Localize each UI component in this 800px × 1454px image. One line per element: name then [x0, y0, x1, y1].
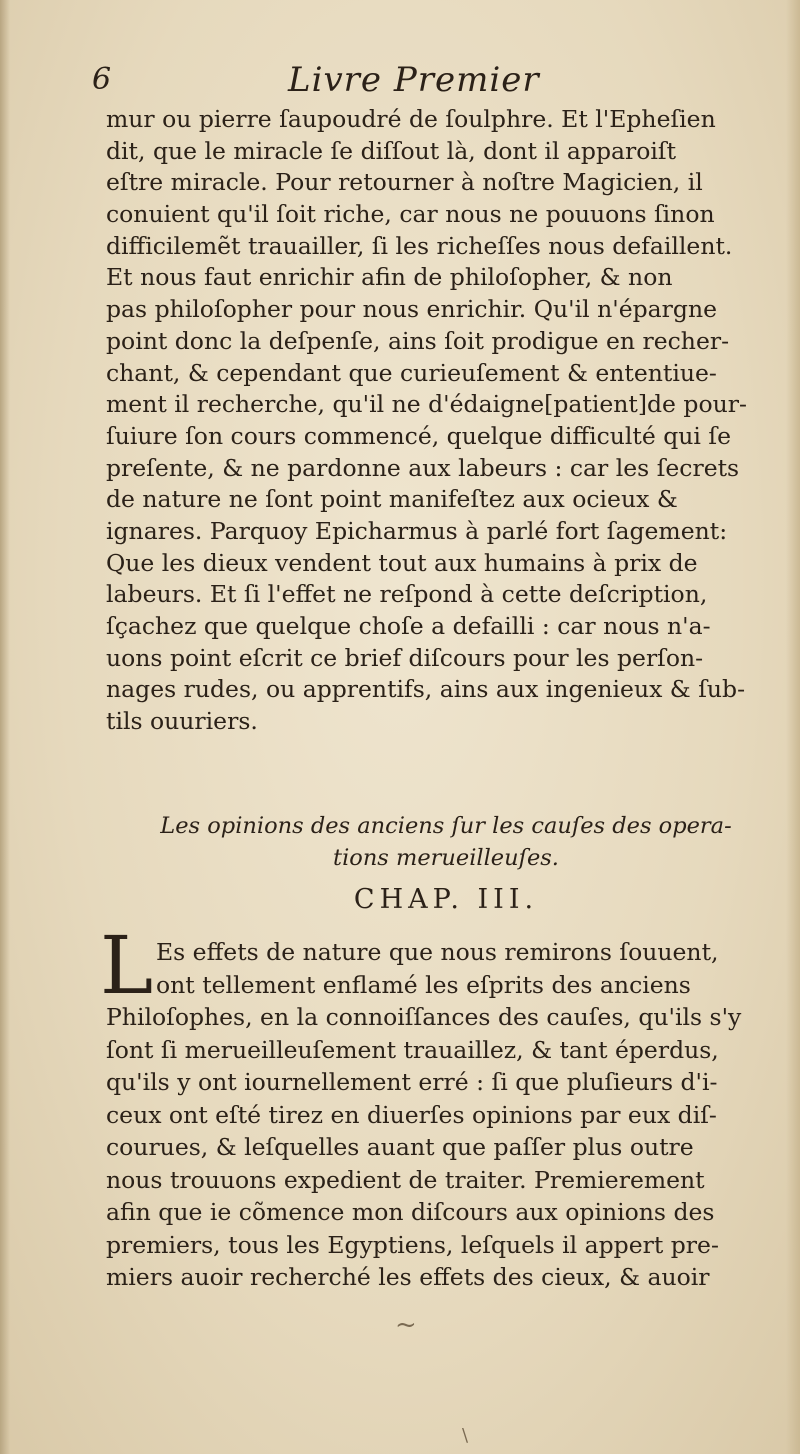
text-line: difficilemẽt trauailler, ſi les richeſſes nous defaillent.	[106, 231, 733, 260]
section-heading-line: tions merueilleuſes.	[333, 844, 559, 871]
text-line: mur ou pierre ſaupoudré de ſoulphre. Et l'Epheſien	[106, 105, 716, 133]
text-line: tils ouuriers.	[106, 707, 258, 736]
text-line: dit, que le miracle ſe diſſout là, dont il apparoiſt	[106, 136, 677, 165]
text-line: labeurs. Et ſi l'effet ne reſpond à cette deſcription,	[106, 580, 708, 609]
text-line: qu'ils y ont iournellement erré : ſi que pluſieurs d'i-	[106, 1068, 718, 1096]
section-heading-line: Les opinions des anciens ſur les cauſes des opera-	[160, 813, 732, 839]
text-line: ont tellement enflamé les eſprits des anciens	[156, 970, 691, 999]
text-line: preſente, & ne pardonne aux labeurs : car les ſecrets	[106, 453, 740, 482]
page-number: 6	[92, 62, 112, 97]
text-line: ſuiure ſon cours commencé, quelque difficulté qui ſe	[106, 421, 732, 450]
text-line: uons point eſcrit ce brief diſcours pour les perſon-	[106, 643, 704, 672]
text-line: conuient qu'il ſoit riche, car nous ne pouuons ſinon	[106, 200, 715, 229]
page-header	[88, 62, 768, 102]
section-heading	[106, 810, 786, 873]
text-line: eſtre miracle. Pour retourner à noſtre Magicien, il	[106, 168, 703, 197]
running-title: Livre Premier	[288, 60, 540, 100]
stray-ink-mark: \	[462, 1425, 469, 1446]
text-line: ment il recherche, qu'il ne d'édaigne[patient]de pour-	[106, 390, 747, 419]
text-line: afin que ie cõmence mon diſcours aux opinions des	[106, 1198, 715, 1226]
chapter-title: CHAP. III.	[353, 884, 539, 915]
text-line: pas philoſopher pour nous enrichir. Qu'il n'épargne	[106, 295, 717, 324]
text-line: ſçachez que quelque choſe a defailli : car nous n'a-	[106, 612, 711, 640]
body-paragraph	[106, 104, 786, 738]
page-edge-shadow-right	[786, 0, 800, 1454]
page-edge-shadow-left	[0, 0, 10, 1454]
chapter-paragraph	[106, 936, 786, 1294]
stray-ink-mark: ~	[395, 1310, 417, 1340]
text-line: chant, & cependant que curieuſement & ententiue-	[106, 358, 717, 387]
text-line: Que les dieux vendent tout aux humains à prix de	[106, 548, 698, 577]
text-line: ſont ſi merueilleuſement trauaillez, & tant éperdus,	[106, 1035, 719, 1064]
text-line: de nature ne ſont point manifeſtez aux ocieux &	[106, 485, 678, 514]
text-line: ceux ont eſté tirez en diuerſes opinions par eux diſ-	[106, 1100, 717, 1129]
text-line: Philoſophes, en la connoiſſances des cauſes, qu'ils s'y	[106, 1003, 742, 1031]
text-line: miers auoir recherché les effets des cieux, & auoir	[106, 1263, 710, 1291]
text-line: premiers, tous les Egyptiens, leſquels il appert pre-	[106, 1230, 719, 1259]
text-line: Es effets de nature que nous remirons ſouuent,	[156, 938, 719, 966]
drop-cap-initial: L	[100, 919, 154, 1012]
text-line: nages rudes, ou apprentifs, ains aux ingenieux & ſub-	[106, 675, 746, 704]
text-line: Et nous faut enrichir afin de philoſopher, & non	[106, 263, 673, 292]
text-line: point donc la deſpenſe, ains ſoit prodigue en recher-	[106, 326, 730, 355]
text-line: nous trouuons expedient de traiter. Premierement	[106, 1165, 705, 1194]
text-line: ignares. Parquoy Epicharmus à parlé fort ſagement:	[106, 516, 728, 545]
text-line: courues, & leſquelles auant que paſſer plus outre	[106, 1133, 694, 1161]
